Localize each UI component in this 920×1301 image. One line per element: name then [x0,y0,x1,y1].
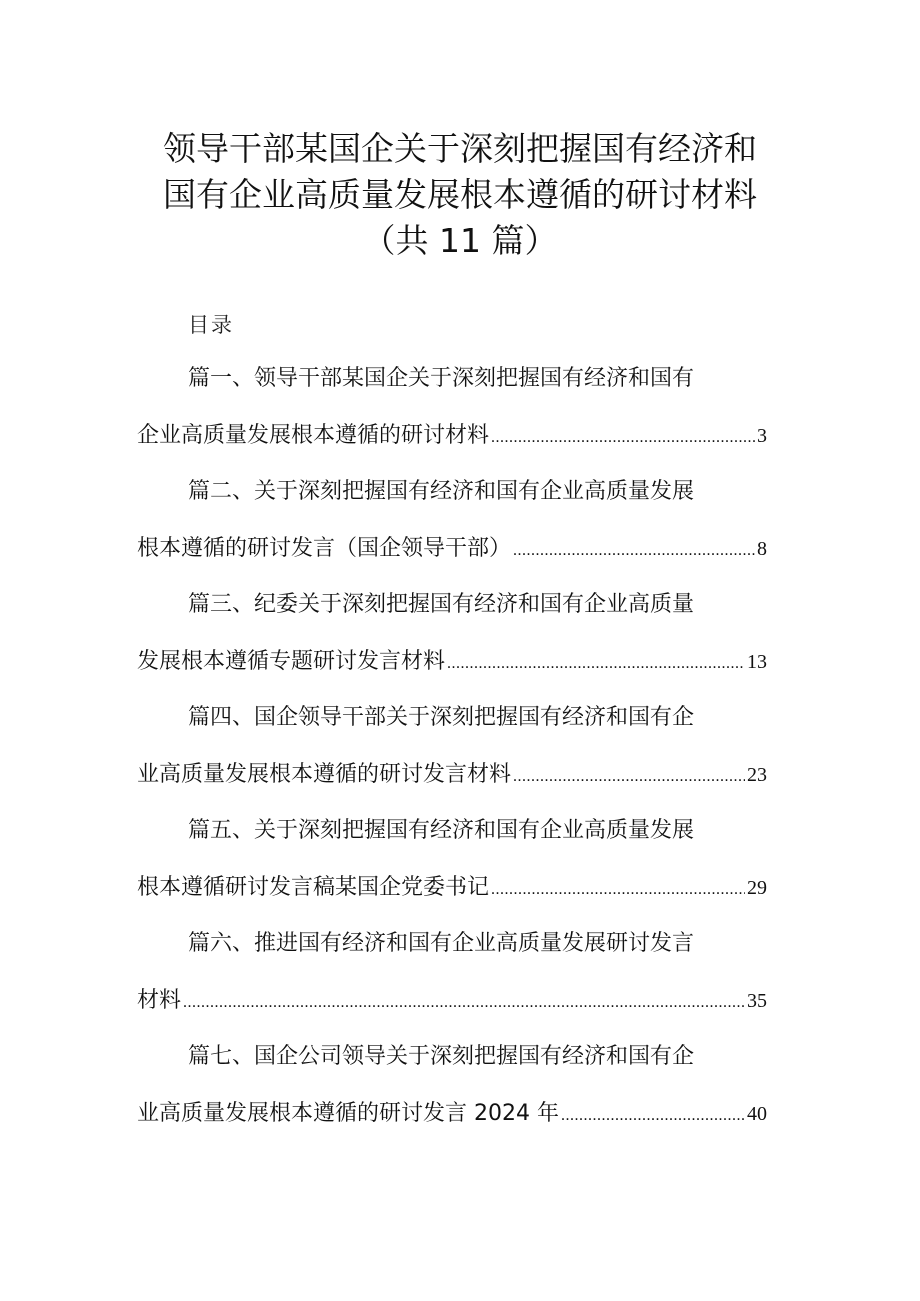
toc-entry-title-cont: 材料 [137,988,182,1013]
toc-entry-line2 [137,647,767,677]
toc-page-number: 23 [747,764,767,786]
toc-entry-title: 篇七、国企公司领导关于深刻把握国有经济和国有企 [188,1044,695,1069]
toc-dot-leader [491,423,755,453]
title-line-3: （共 11 篇） [362,221,558,260]
toc-entry-title-cont: 根本遵循研讨发言稿某国企党委书记 [137,875,490,900]
toc-page-number: 29 [747,877,767,899]
toc-dot-leader [513,762,745,792]
toc-entry-line2 [137,1099,767,1129]
toc-page-number: 8 [757,538,767,560]
toc-entry-title-cont: 业高质量发展根本遵循的研讨发言 2024 年 [137,1101,559,1126]
toc-entry-title-cont: 企业高质量发展根本遵循的研讨材料 [137,423,490,448]
toc-entry-line2 [137,534,767,564]
toc-dot-leader [513,536,755,566]
toc-entry-title: 篇六、推进国有经济和国有企业高质量发展研讨发言 [188,931,695,956]
toc-entry-title-cont: 业高质量发展根本遵循的研讨发言材料 [137,762,512,787]
toc-entry-title: 篇三、纪委关于深刻把握国有经济和国有企业高质量 [188,592,695,617]
toc-page-number: 35 [747,990,767,1012]
toc-entry-title: 篇五、关于深刻把握国有经济和国有企业高质量发展 [188,818,695,843]
toc-entry-title: 篇四、国企领导干部关于深刻把握国有经济和国有企 [188,705,695,730]
toc-page-number: 40 [747,1103,767,1125]
toc-entry-title-cont: 发展根本遵循专题研讨发言材料 [137,649,446,674]
document-title [0,126,920,264]
toc-entry-line2 [137,873,767,903]
toc-dot-leader [183,988,745,1018]
toc-dot-leader [561,1101,745,1131]
title-line-2: 国有企业高质量发展根本遵循的研讨材料 [163,175,757,214]
title-line-1: 领导干部某国企关于深刻把握国有经济和 [163,129,757,168]
toc-dot-leader [491,875,745,905]
toc-heading: 目录 [188,313,234,337]
toc-entry-line2 [137,421,767,451]
toc-entry-line2 [137,760,767,790]
toc-page-number: 3 [757,425,767,447]
toc-dot-leader [447,649,745,679]
toc-entry-title-cont: 根本遵循的研讨发言（国企领导干部） [137,536,512,561]
toc-entry-title: 篇一、领导干部某国企关于深刻把握国有经济和国有 [188,366,695,391]
toc-entry-title: 篇二、关于深刻把握国有经济和国有企业高质量发展 [188,479,695,504]
toc-page-number: 13 [747,651,767,673]
toc-entry-line2 [137,986,767,1016]
